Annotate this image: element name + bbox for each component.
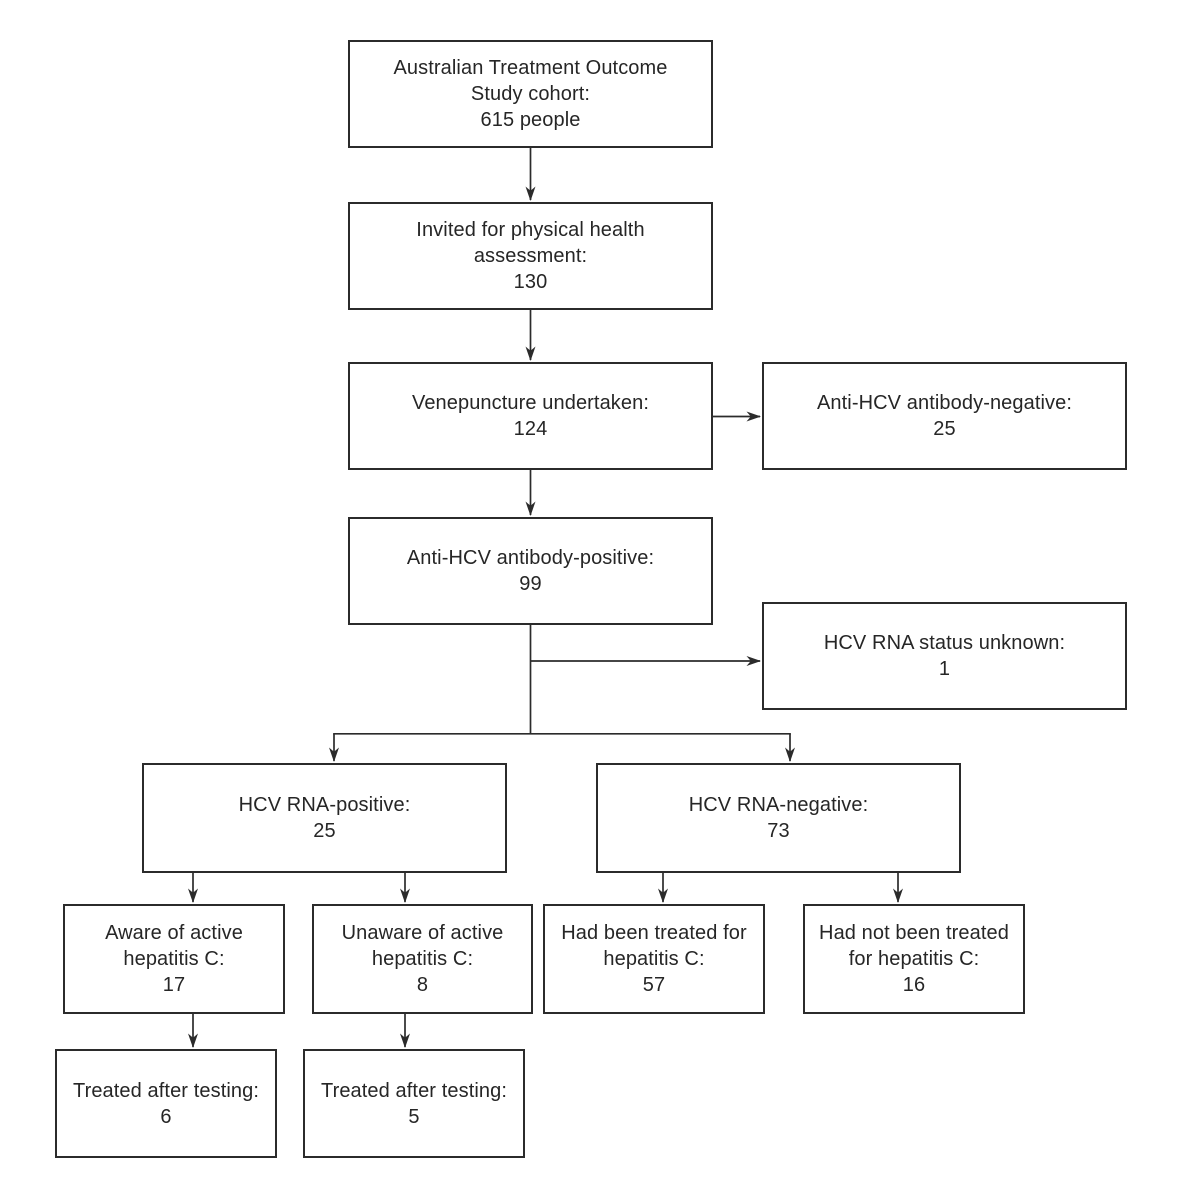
node-antibody-positive bbox=[348, 517, 713, 625]
node-invited-count: 130 bbox=[513, 271, 548, 293]
node-aware bbox=[63, 904, 285, 1014]
node-cohort-line: Australian Treatment Outcome bbox=[393, 57, 668, 79]
node-treated-prior-count: 57 bbox=[642, 974, 666, 996]
node-cohort-line: Study cohort: bbox=[470, 83, 591, 105]
node-rna-positive bbox=[142, 763, 507, 873]
node-antibody-negative-line: Anti-HCV antibody-negative: bbox=[816, 392, 1073, 414]
node-aware-count: 17 bbox=[162, 974, 186, 996]
node-treated-after-testing-count: 5 bbox=[408, 1105, 420, 1128]
node-unaware-line: hepatitis C: bbox=[371, 948, 474, 970]
node-aware-line: hepatitis C: bbox=[123, 948, 225, 970]
node-antibody-positive-line: Anti-HCV antibody-positive: bbox=[406, 547, 655, 569]
node-cohort-count: 615 people bbox=[480, 109, 581, 131]
node-invited-line: Invited for physical health bbox=[416, 219, 645, 241]
node-invited-line: assessment: bbox=[473, 245, 588, 267]
node-treated-after-testing-aware bbox=[55, 1049, 277, 1158]
node-antibody-positive-count: 99 bbox=[519, 573, 542, 595]
node-treated-prior-line: Had been treated for bbox=[561, 922, 747, 944]
node-invited bbox=[348, 202, 713, 310]
node-treated-after-testing-unaware bbox=[303, 1049, 525, 1158]
node-treated-after-testing-line: Treated after testing: bbox=[73, 1079, 259, 1102]
node-venepuncture bbox=[348, 362, 713, 470]
node-not-treated-line: for hepatitis C: bbox=[848, 948, 980, 970]
node-unaware-count: 8 bbox=[416, 974, 429, 996]
node-unaware bbox=[312, 904, 533, 1014]
node-rna-negative-count: 73 bbox=[767, 820, 790, 842]
node-not-treated-line: Had not been treated bbox=[819, 922, 1009, 944]
node-treated-after-testing-line: Treated after testing: bbox=[321, 1079, 507, 1102]
node-rna-unknown-line: HCV RNA status unknown: bbox=[823, 632, 1066, 654]
node-unaware-line: Unaware of active bbox=[341, 922, 504, 944]
node-rna-positive-line: HCV RNA-positive: bbox=[238, 794, 411, 816]
node-aware-line: Aware of active bbox=[105, 922, 243, 944]
node-cohort bbox=[348, 40, 713, 148]
node-rna-negative-line: HCV RNA-negative: bbox=[688, 794, 869, 816]
node-not-treated-count: 16 bbox=[902, 974, 926, 996]
node-treated-prior bbox=[543, 904, 765, 1014]
node-antibody-negative-count: 25 bbox=[933, 418, 956, 440]
node-rna-positive-count: 25 bbox=[313, 820, 336, 842]
node-rna-unknown bbox=[762, 602, 1127, 710]
node-not-treated bbox=[803, 904, 1025, 1014]
node-rna-unknown-count: 1 bbox=[938, 658, 951, 680]
node-venepuncture-count: 124 bbox=[513, 418, 548, 440]
node-rna-negative bbox=[596, 763, 961, 873]
node-treated-after-testing-count: 6 bbox=[160, 1105, 172, 1128]
node-treated-prior-line: hepatitis C: bbox=[603, 948, 705, 970]
node-venepuncture-line: Venepuncture undertaken: bbox=[411, 392, 650, 414]
node-antibody-negative bbox=[762, 362, 1127, 470]
